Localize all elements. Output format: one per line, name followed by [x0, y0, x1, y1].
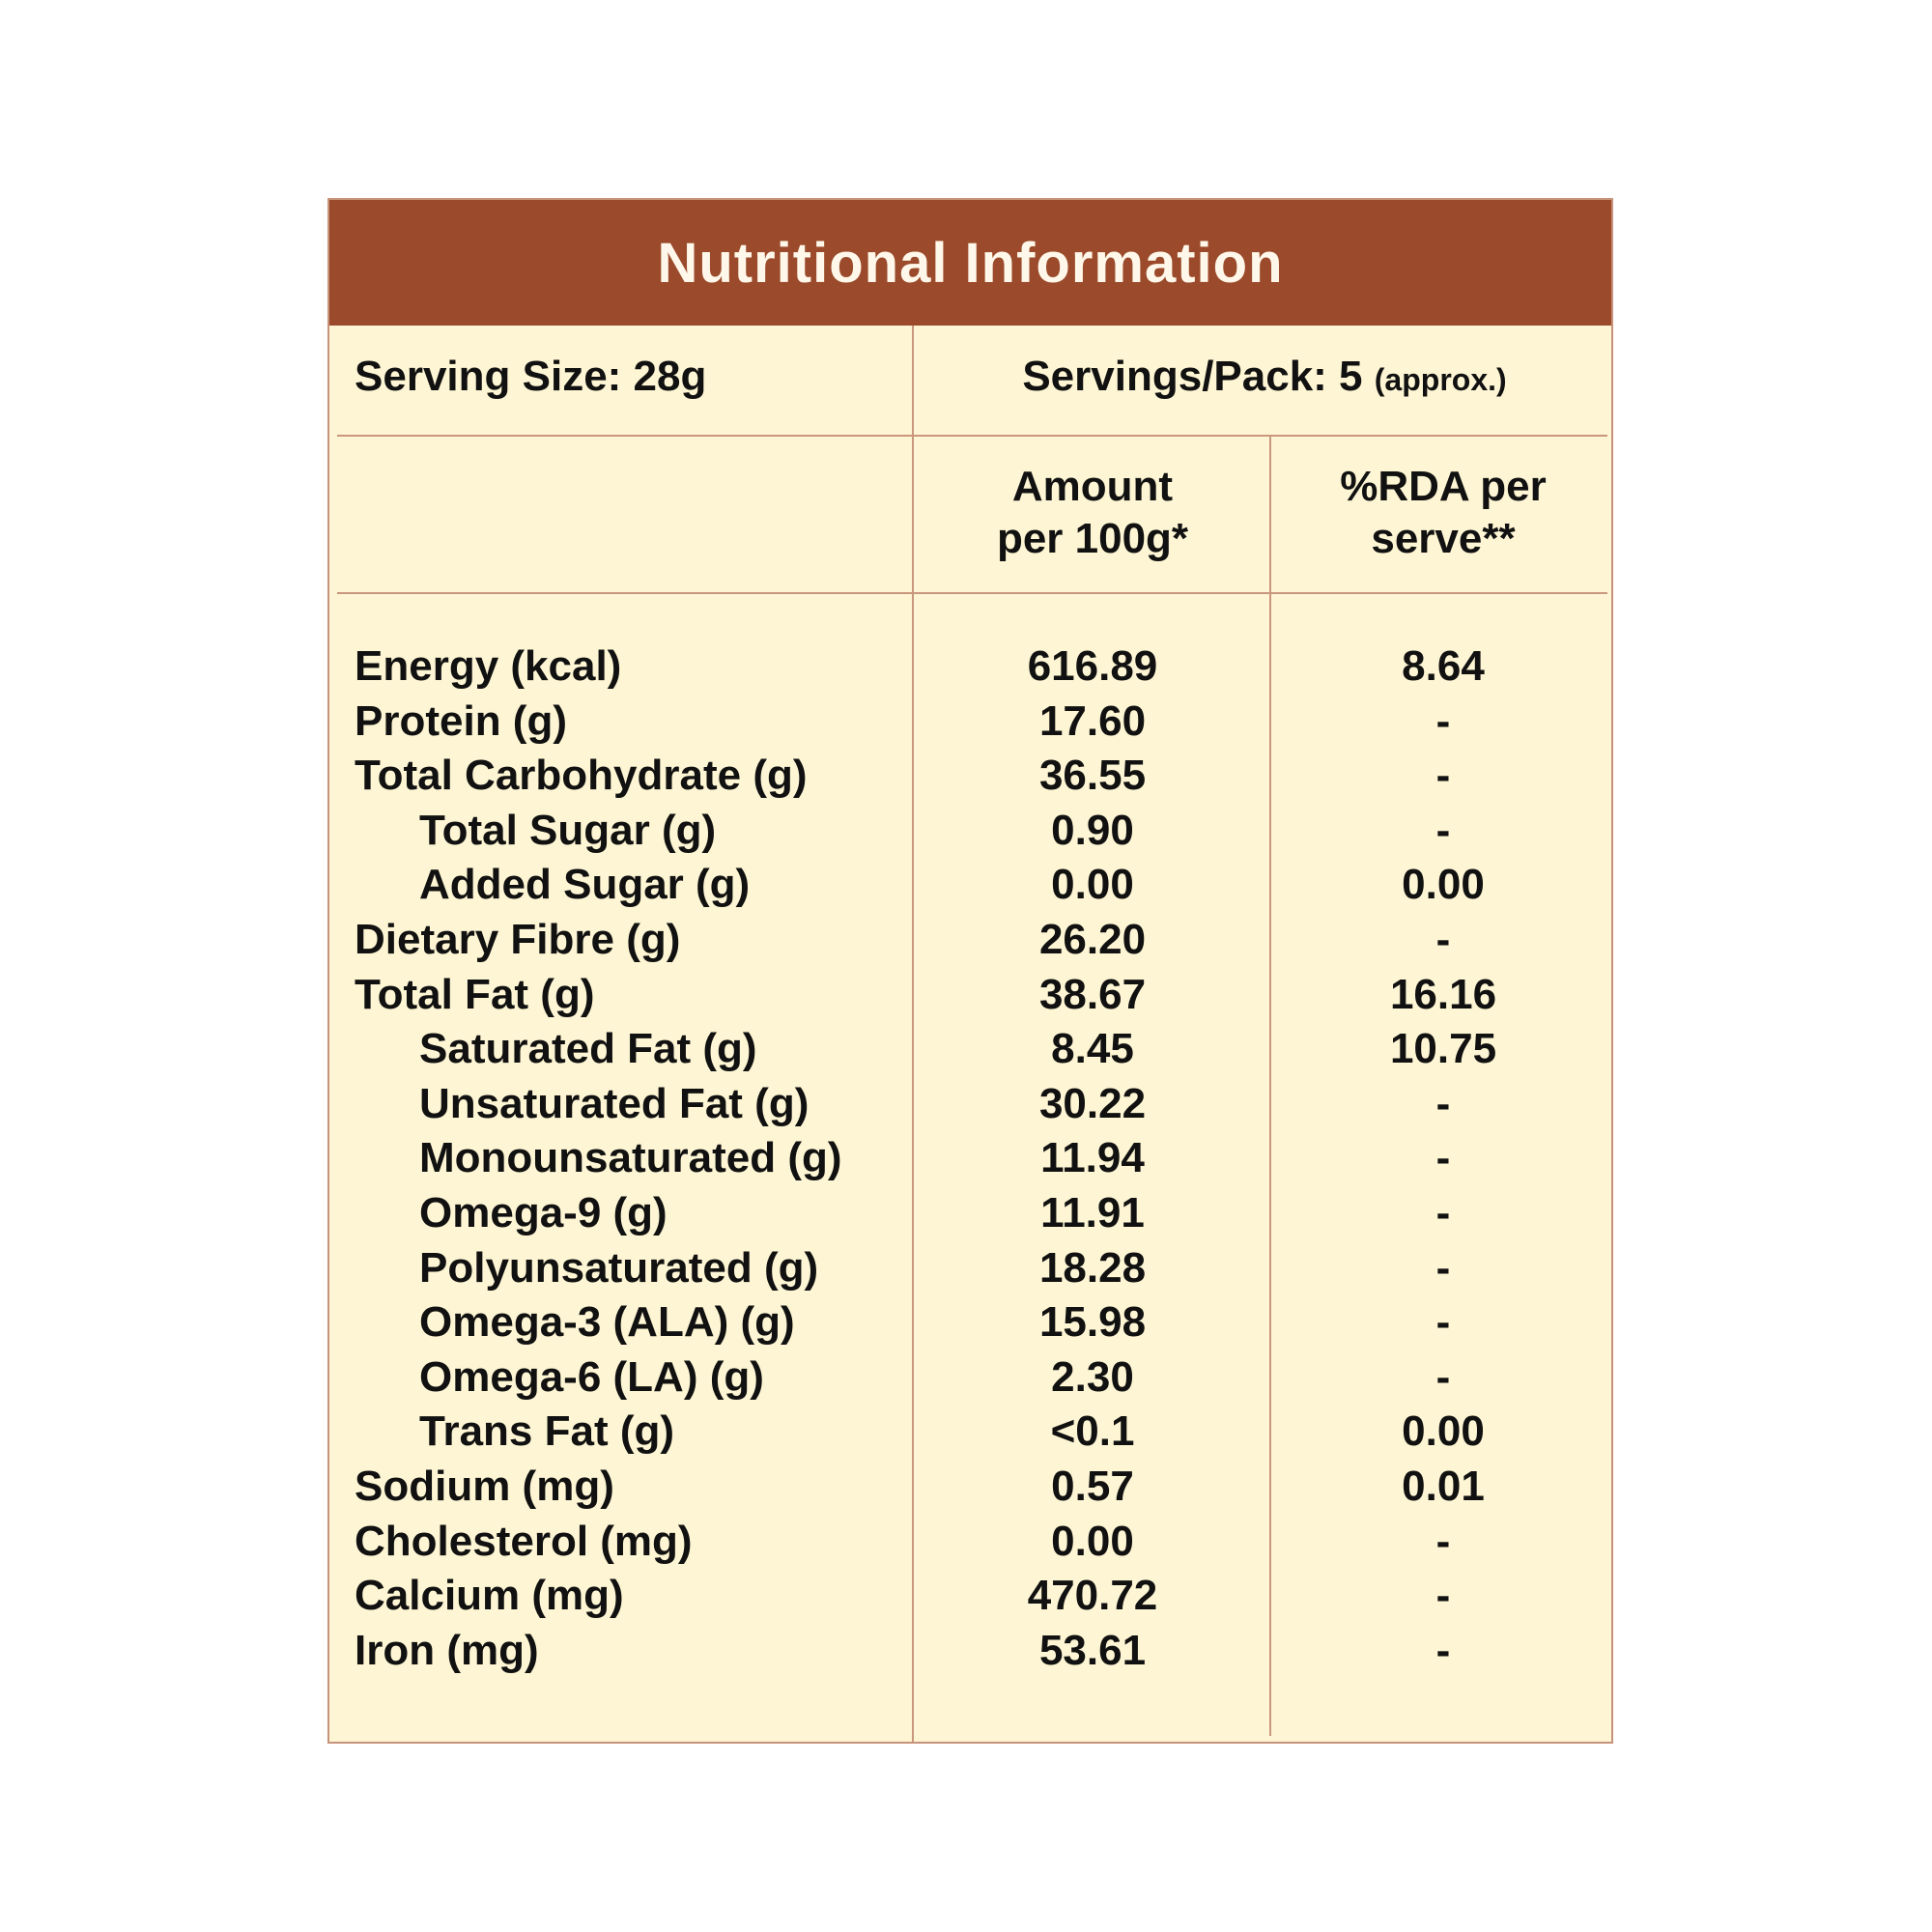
- nutrient-label: Total Carbohydrate (g): [355, 752, 808, 800]
- rda-value: 0.00: [1402, 861, 1485, 909]
- nutrient-label: Total Fat (g): [355, 970, 595, 1018]
- rda-value: -: [1435, 1188, 1451, 1236]
- table-row: [329, 1077, 1611, 1132]
- table-row: [329, 1405, 1611, 1460]
- rda-value: -: [1435, 1517, 1451, 1565]
- rda-value: -: [1435, 1079, 1451, 1127]
- rda-value: -: [1435, 752, 1451, 800]
- column-header-rda: [1271, 461, 1615, 565]
- table-row: [329, 1241, 1611, 1296]
- table-row: [329, 1131, 1611, 1186]
- nutrient-label: Omega-6 (LA) (g): [419, 1352, 764, 1401]
- nutrient-label: Saturated Fat (g): [419, 1025, 757, 1073]
- rda-value: 0.01: [1402, 1462, 1485, 1510]
- table-row: [329, 1186, 1611, 1241]
- rda-value: 10.75: [1389, 1025, 1497, 1073]
- nutrient-label: Total Sugar (g): [419, 806, 717, 854]
- servings-pack-note: (approx.): [1374, 362, 1507, 397]
- amount-value: 470.72: [1027, 1572, 1158, 1620]
- column-header-rda-line2: serve**: [1371, 515, 1516, 562]
- table-row: [329, 858, 1611, 913]
- amount-value: 0.00: [1051, 1517, 1134, 1565]
- nutrient-label: Protein (g): [355, 696, 567, 745]
- rda-value: 8.64: [1402, 642, 1485, 690]
- nutrient-label: Monounsaturated (g): [419, 1134, 842, 1182]
- amount-value: 15.98: [1038, 1298, 1147, 1347]
- rda-value: -: [1435, 1243, 1451, 1292]
- amount-value: 17.60: [1038, 696, 1147, 745]
- table-row: [329, 968, 1611, 1023]
- rda-value: -: [1435, 1572, 1451, 1620]
- table-row: [329, 1624, 1611, 1679]
- table-row: [329, 749, 1611, 804]
- table-row: [329, 1515, 1611, 1570]
- table-row: [329, 1350, 1611, 1406]
- rda-value: 0.00: [1402, 1407, 1485, 1456]
- amount-value: 0.57: [1051, 1462, 1134, 1510]
- amount-value: 2.30: [1051, 1352, 1134, 1401]
- row-divider-serving: [337, 435, 1607, 437]
- nutrient-label: Omega-3 (ALA) (g): [419, 1298, 795, 1347]
- amount-value: 30.22: [1038, 1079, 1147, 1127]
- panel-title: Nutritional Information: [329, 200, 1611, 326]
- nutrient-label: Energy (kcal): [355, 642, 622, 690]
- amount-value: 11.91: [1040, 1188, 1145, 1236]
- amount-value: 0.90: [1051, 806, 1134, 854]
- column-header-amount-line1: Amount: [1011, 463, 1174, 510]
- nutrient-label: Polyunsaturated (g): [419, 1243, 819, 1292]
- nutrient-label: Dietary Fibre (g): [355, 915, 681, 963]
- amount-value: 616.89: [1027, 642, 1158, 690]
- amount-value: 36.55: [1038, 752, 1147, 800]
- rda-value: -: [1435, 1134, 1451, 1182]
- nutrient-label: Cholesterol (mg): [355, 1517, 693, 1565]
- amount-value: 11.94: [1040, 1134, 1145, 1182]
- rda-value: -: [1435, 915, 1451, 963]
- amount-value: 8.45: [1051, 1025, 1134, 1073]
- amount-value: 0.00: [1051, 861, 1134, 909]
- table-row: [329, 695, 1611, 750]
- column-header-amount: [914, 461, 1271, 565]
- table-row: [329, 1022, 1611, 1077]
- serving-size: Serving Size: 28g: [355, 353, 707, 400]
- amount-value: 38.67: [1038, 970, 1147, 1018]
- table-row: [329, 804, 1611, 859]
- amount-value: 53.61: [1038, 1626, 1147, 1674]
- servings-pack-value: Servings/Pack: 5: [1022, 353, 1363, 400]
- nutrient-label: Sodium (mg): [355, 1462, 614, 1510]
- rda-value: -: [1435, 1626, 1451, 1674]
- nutrient-label: Calcium (mg): [355, 1572, 624, 1620]
- rda-value: -: [1435, 1298, 1451, 1347]
- table-row: [329, 639, 1611, 695]
- column-header-rda-line1: %RDA per: [1340, 463, 1547, 510]
- column-header-amount-line2: per 100g*: [996, 515, 1189, 562]
- nutrient-label: Added Sugar (g): [419, 861, 751, 909]
- rda-value: -: [1435, 1352, 1451, 1401]
- nutrient-label: Trans Fat (g): [419, 1407, 675, 1456]
- rda-value: -: [1435, 806, 1451, 854]
- amount-value: 26.20: [1038, 915, 1147, 963]
- nutrition-panel: [327, 198, 1613, 1744]
- amount-value: 18.28: [1038, 1243, 1147, 1292]
- servings-per-pack: [914, 353, 1615, 401]
- nutrient-label: Omega-9 (g): [419, 1188, 668, 1236]
- nutrient-label: Iron (mg): [355, 1626, 539, 1674]
- nutrient-rows: [329, 639, 1611, 1678]
- table-row: [329, 1569, 1611, 1624]
- nutrient-label: Unsaturated Fat (g): [419, 1079, 810, 1127]
- amount-value: <0.1: [1050, 1407, 1135, 1456]
- table-row: [329, 913, 1611, 968]
- row-divider-header: [337, 592, 1607, 594]
- rda-value: -: [1435, 696, 1451, 745]
- table-row: [329, 1295, 1611, 1350]
- rda-value: 16.16: [1389, 970, 1497, 1018]
- table-row: [329, 1460, 1611, 1515]
